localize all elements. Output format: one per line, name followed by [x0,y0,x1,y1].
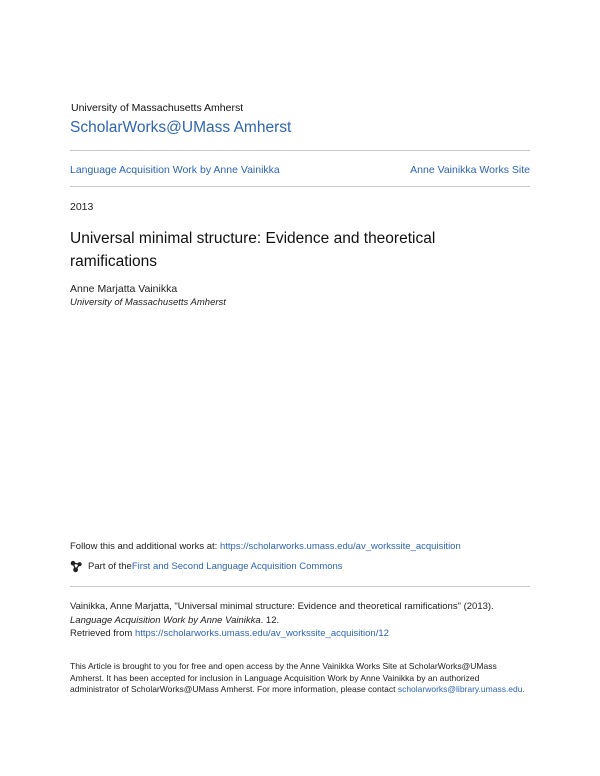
commons-link[interactable]: First and Second Language Acquisition Commons [131,561,343,572]
follow-url-link[interactable]: https://scholarworks.umass.edu/av_workssite_acquisition [219,541,461,552]
author-name: Anne Marjatta Vainikka [70,283,178,295]
site-link[interactable]: Anne Vainikka Works Site [410,164,530,176]
notice-text: This Article is brought to you for free and open access by the Anne Vainikka Works Site at ScholarWorks@UMass Amherst. It has been accepted for inclusion in Language Acquisition Work by Anne Vainikka by an authorized administrator of ScholarWorks@UMass Amherst. For more information, please contact [70,661,497,694]
citation-series: Language Acquisition Work by Anne Vainikka [70,614,261,626]
contact-email-link[interactable]: scholarworks@library.umass.edu [397,684,523,694]
citation-line: Vainikka, Anne Marjatta, "Universal minimal structure: Evidence and theoretical ramifications" (2013). [70,601,494,612]
divider-middle [70,186,530,187]
divider-top [70,150,530,151]
commons-line [70,560,343,573]
series-link[interactable]: Language Acquisition Work by Anne Vainikka [70,164,280,176]
repository-link[interactable]: ScholarWorks@UMass Amherst [70,119,292,136]
article-title: Universal minimal structure: Evidence and theoretical ramifications [70,230,436,270]
publication-year: 2013 [70,201,94,213]
notice-suffix: . [522,684,525,694]
citation-series-suffix: . 12. [260,614,280,626]
commons-prefix: Part of the [88,561,132,572]
author-affiliation: University of Massachusetts Amherst [70,297,226,308]
institution-name: University of Massachusetts Amherst [71,102,244,114]
citation-block [70,600,530,641]
network-icon [70,560,83,573]
retrieved-prefix: Retrieved from [70,628,135,639]
retrieved-url-link[interactable]: https://scholarworks.umass.edu/av_workssite_acquisition/12 [134,628,389,639]
follow-line [70,541,461,552]
access-notice [70,661,530,696]
follow-prefix: Follow this and additional works at: [70,541,220,552]
divider-bottom [70,586,530,587]
